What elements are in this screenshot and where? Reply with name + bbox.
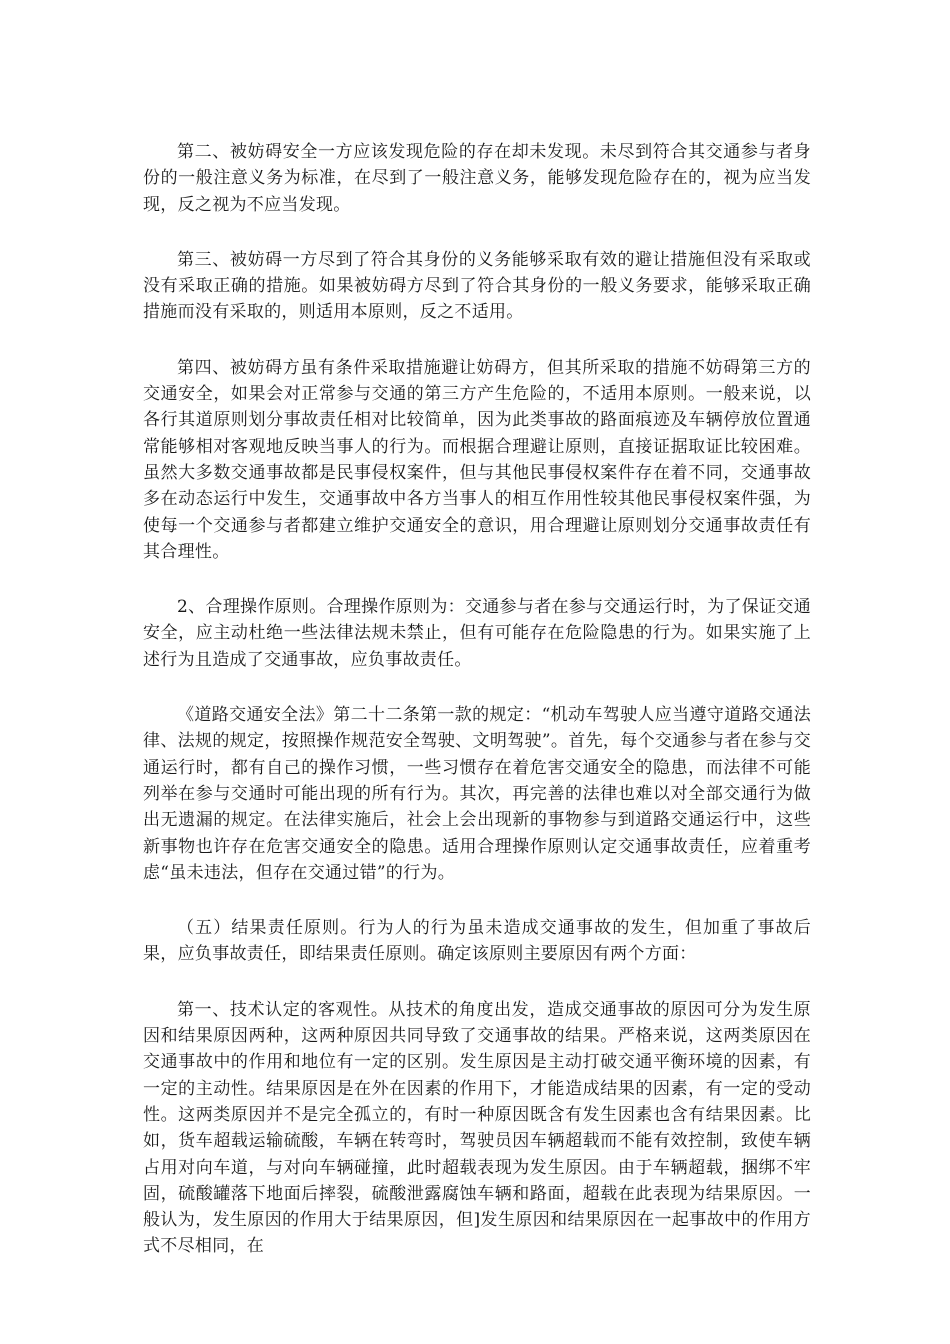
- paragraph-reasonable-operation: 2、合理操作原则。合理操作原则为：交通参与者在参与交通运行时，为了保证交通安全，应主动杜绝一些法律法规未禁止，但有可能存在危险隐患的行为。如果实施了上述行为且造成了交通事故，应负事故责任。: [143, 597, 811, 670]
- paragraph-technical-objectivity: 第一、技术认定的客观性。从技术的角度出发，造成交通事故的原因可分为发生原因和结果原因两种，这两种原因共同导致了交通事故的结果。严格来说，这两类原因在交通事故中的作用和地位有一定的区别。发生原因是主动打破交通平衡环境的因素，有一定的主动性。结果原因是在外在因素的作用下，才能造成结果的因素，有一定的受动性。这两类原因并不是完全孤立的，有时一种原因既含有发生因素也含有结果因素。比如，货车超载运输硫酸，车辆在转弯时，驾驶员因车辆超载而不能有效控制，致使车辆占用对向车道，与对向车辆碰撞，此时超载表现为发生原因。由于车辆超载，捆绑不牢固，硫酸罐落下地面后摔裂，硫酸泄露腐蚀车辆和路面，超载在此表现为结果原因。一般认为，发生原因的作用大于结果原因，但]发生原因和结果原因在一起事故中的作用方式不尽相同，在: [143, 999, 811, 1257]
- document-body: [143, 139, 811, 1289]
- paragraph-third-condition: 第三、被妨碍一方尽到了符合其身份的义务能够采取有效的避让措施但没有采取或没有采取正确的措施。如果被妨碍方尽到了符合其身份的一般义务要求，能够采取正确措施而没有采取的，则适用本原则，反之不适用。: [143, 249, 811, 323]
- paragraph-second-condition: 第二、被妨碍安全一方应该发现危险的存在却未发现。未尽到符合其交通参与者身份的一般注意义务为标准，在尽到了一般注意义务，能够发现危险存在的，视为应当发现，反之视为不应当发现。: [143, 142, 811, 215]
- paragraph-fourth-condition: 第四、被妨碍方虽有条件采取措施避让妨碍方，但其所采取的措施不妨碍第三方的 交通安全，如果会对正常参与交通的第三方产生危险的，不适用本原则。一般来说，以各行其道原则划分事故责任相对比较简单，因为此类事故的路面痕迹及车辆停放位置通常能够相对客观地反映当事人的行为。而根据合理避让原则，直接证据取证比较困难。虽然大多数交通事故都是民事侵权案件，但与其他民事侵权案件存在着不同，交通事故多在动态运行中发生，交通事故中各方当事人的相互作用性较其他民事侵权案件强，为使每一个交通参与者都建立维护交通安全的意识，用合理避让原则划分交通事故责任有其合理性。: [143, 357, 811, 562]
- paragraph-result-responsibility: （五）结果责任原则。行为人的行为虽未造成交通事故的发生，但加重了事故后果，应负事故责任，即结果责任原则。确定该原则主要原因有两个方面：: [143, 918, 811, 965]
- paragraph-traffic-law-article: 《道路交通安全法》第二十二条第一款的规定：“机动车驾驶人应当遵守道路交通法律、法规的规定，按照操作规范安全驾驶、文明驾驶”。首先，每个交通参与者在参与交通运行时，都有自己的操作习惯，一些习惯存在着危害交通安全的隐患，而法律不可能列举在参与交通时可能出现的所有行为。其次，再完善的法律也难以对全部交通行为做出无遗漏的规定。在法律实施后，社会上会出现新的事物参与到道路交通运行中，这些新事物也许存在危害交通安全的隐患。适用合理操作原则认定交通事故责任，应着重考虑“虽未违法，但存在交通过错”的行为。: [143, 705, 811, 883]
